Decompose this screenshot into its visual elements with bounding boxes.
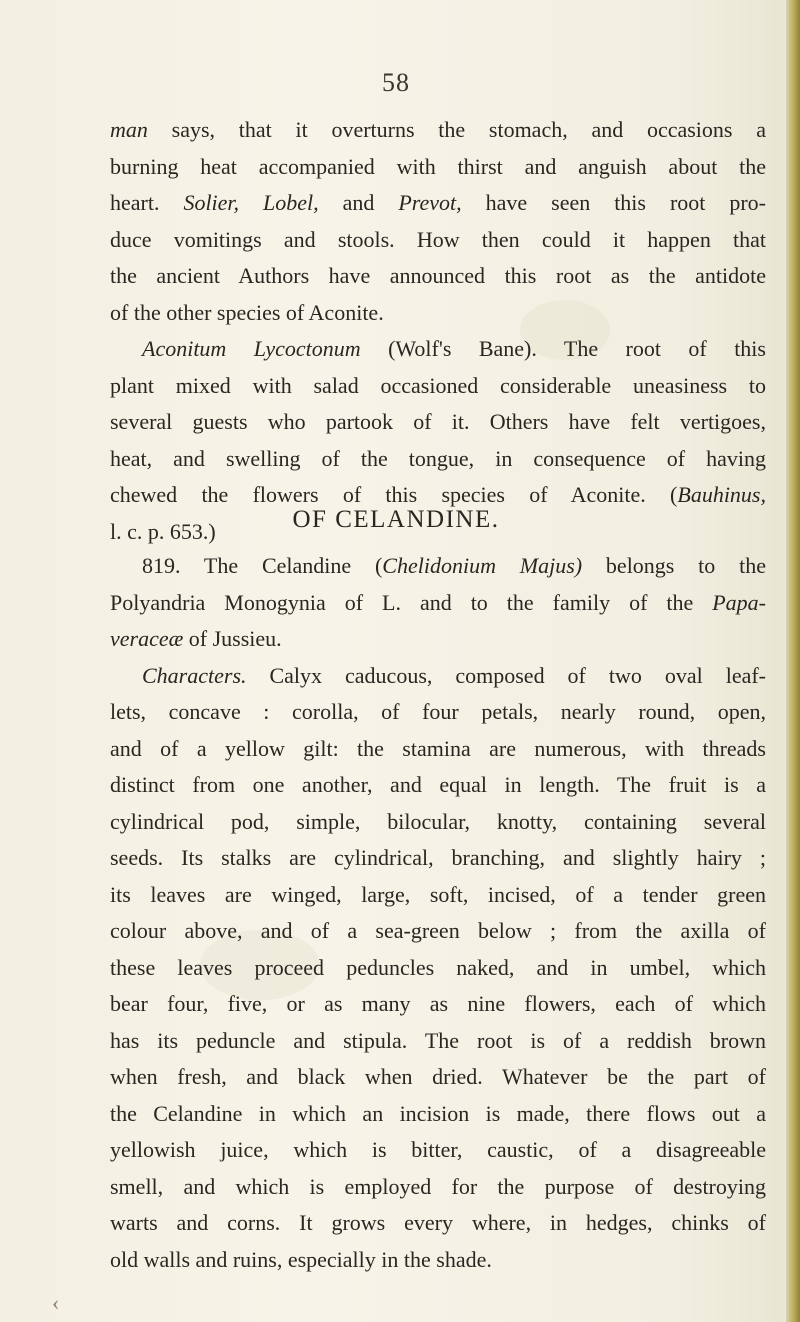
text-line bbox=[110, 368, 766, 405]
text-line bbox=[110, 658, 766, 695]
text-line bbox=[110, 222, 766, 259]
text-line bbox=[110, 548, 766, 585]
text-line bbox=[110, 112, 766, 149]
text-segment: Polyandria Monogynia of L. and to the family of the bbox=[110, 589, 713, 615]
text-segment: burning heat accompanied with thirst and anguish about the bbox=[110, 153, 766, 179]
text-line bbox=[110, 877, 766, 914]
section-heading: OF CELANDINE. bbox=[292, 506, 500, 533]
text-segment: Calyx caducous, composed of two oval leaf- bbox=[246, 662, 766, 688]
text-segment: 819. The Celandine ( bbox=[142, 553, 383, 578]
text-segment: plant mixed with salad occasioned considerable uneasiness to bbox=[110, 372, 766, 398]
text-line bbox=[110, 1096, 766, 1133]
text-segment: cylindrical pod, simple, bilocular, knotty, containing several bbox=[110, 808, 766, 834]
text-line bbox=[110, 295, 766, 332]
text-segment: the ancient Authors have announced this root as the antidote bbox=[110, 263, 766, 288]
text-segment: chewed the flowers of this species of Aconite. ( bbox=[110, 482, 678, 507]
text-segment: has its peduncle and stipula. The root is of a reddish brown bbox=[110, 1027, 766, 1053]
text-segment: warts and corns. It grows every where, in hedges, chinks of bbox=[110, 1210, 766, 1235]
text-segment: and of a yellow gilt: the stamina are numerous, with threads bbox=[110, 735, 766, 761]
text-line bbox=[110, 731, 766, 768]
text-line bbox=[110, 840, 766, 877]
text-segment: several guests who partook of it. Others have felt vertigoes, bbox=[110, 409, 766, 434]
paragraph-celandine bbox=[110, 548, 766, 1278]
text-line bbox=[110, 804, 766, 841]
text-line bbox=[110, 986, 766, 1023]
margin-mark: ‹ bbox=[52, 1290, 60, 1315]
text-line bbox=[110, 694, 766, 731]
text-segment: colour above, and of a sea-green below ; from the axilla of bbox=[110, 918, 766, 943]
italic-text: man bbox=[110, 117, 148, 142]
text-line bbox=[110, 404, 766, 441]
text-segment: smell, and which is employed for the purpose of destroying bbox=[110, 1173, 766, 1199]
binding-edge bbox=[786, 0, 800, 1322]
text-segment: old walls and ruins, especially in the shade. bbox=[110, 1246, 492, 1272]
text-segment: yellowish juice, which is bitter, caustic, of a disagreeable bbox=[110, 1137, 766, 1162]
text-segment: distinct from one another, and equal in length. The fruit is a bbox=[110, 772, 766, 797]
text-line bbox=[110, 1169, 766, 1206]
page-number: 58 bbox=[382, 68, 410, 97]
text-line bbox=[110, 149, 766, 186]
text-line bbox=[110, 185, 766, 222]
text-line bbox=[110, 767, 766, 804]
text-segment: and bbox=[318, 190, 399, 215]
italic-text: Prevot, bbox=[398, 190, 462, 215]
text-segment: says, that it overturns the stomach, and occasions a bbox=[147, 117, 766, 142]
text-line bbox=[110, 585, 766, 622]
text-segment: seeds. Its stalks are cylindrical, branching, and slightly hairy ; bbox=[110, 845, 766, 870]
text-line bbox=[110, 1205, 766, 1242]
italic-text: Solier, Lobel, bbox=[183, 190, 319, 215]
italic-text: Chelidonium Majus) bbox=[382, 553, 583, 578]
text-segment: l. c. p. 653.) bbox=[110, 518, 216, 544]
text-segment: lets, concave : corolla, of four petals, nearly round, open, bbox=[110, 699, 766, 724]
text-line bbox=[110, 331, 766, 368]
text-segment: have seen this root pro- bbox=[461, 190, 767, 215]
italic-text: Papa- bbox=[712, 589, 766, 615]
italic-text: Aconitum Lycoctonum bbox=[142, 336, 361, 361]
text-segment: of the other species of Aconite. bbox=[110, 299, 384, 325]
text-line bbox=[110, 1023, 766, 1060]
text-line bbox=[110, 913, 766, 950]
text-line bbox=[110, 441, 766, 478]
text-segment: heart. bbox=[110, 190, 184, 215]
text-line bbox=[110, 621, 766, 658]
italic-text: veraceæ bbox=[110, 626, 184, 651]
text-segment: heat, and swelling of the tongue, in consequence of having bbox=[110, 445, 766, 471]
text-segment: belongs to the bbox=[582, 553, 766, 578]
text-segment: (Wolf's Bane). The root of this bbox=[360, 336, 766, 361]
text-segment: these leaves proceed peduncles naked, and in umbel, which bbox=[110, 954, 766, 980]
text-segment: bear four, five, or as many as nine flowers, each of which bbox=[110, 991, 766, 1016]
text-segment: when fresh, and black when dried. Whatever be the part of bbox=[110, 1064, 766, 1089]
text-segment: duce vomitings and stools. How then could it happen that bbox=[110, 226, 766, 252]
text-line bbox=[110, 1059, 766, 1096]
text-segment: its leaves are winged, large, soft, incised, of a tender green bbox=[110, 881, 766, 907]
text-line bbox=[110, 1242, 766, 1279]
text-line bbox=[110, 950, 766, 987]
italic-text: Characters. bbox=[142, 662, 247, 688]
text-line bbox=[110, 1132, 766, 1169]
paragraph-aconite bbox=[110, 112, 766, 550]
text-segment: the Celandine in which an incision is made, there flows out a bbox=[110, 1100, 766, 1126]
italic-text: Bauhinus, bbox=[677, 482, 766, 507]
text-line bbox=[110, 258, 766, 295]
text-segment: of Jussieu. bbox=[183, 626, 282, 651]
